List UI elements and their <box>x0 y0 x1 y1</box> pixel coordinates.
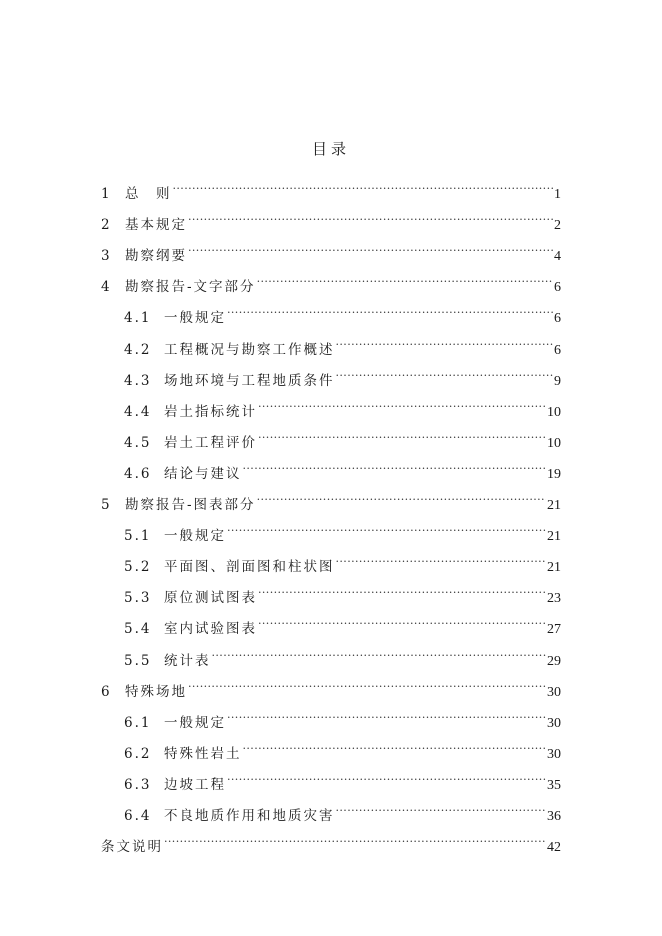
toc-entry-page-number: 35 <box>547 777 561 793</box>
toc-dot-leader <box>243 732 547 758</box>
toc-entry-title: 一般规定 <box>164 714 226 731</box>
toc-dot-leader <box>336 359 554 385</box>
toc-dot-leader <box>257 265 553 291</box>
toc-dot-leader <box>227 763 546 789</box>
toc-entry-number: 4.2 <box>124 341 152 358</box>
toc-entry[interactable] <box>124 732 561 762</box>
toc-entry-number: 6.2 <box>124 745 152 762</box>
toc-entry-title: 结论与建议 <box>164 465 242 482</box>
toc-entry-title: 平面图、剖面图和柱状图 <box>164 559 335 576</box>
toc-entry-title: 条文说明 <box>101 839 163 856</box>
toc-dot-leader <box>227 701 546 727</box>
toc-entry-title: 不良地质作用和地质灾害 <box>164 808 335 824</box>
toc-entry[interactable] <box>124 514 561 545</box>
toc-entry-page-number: 6 <box>554 311 561 327</box>
toc-entry-title: 岩土工程评价 <box>164 434 257 451</box>
toc-dot-leader <box>258 607 546 633</box>
toc-entry[interactable] <box>101 825 561 856</box>
toc-entry-page-number: 21 <box>547 498 561 513</box>
toc-entry-title: 基本规定 <box>125 217 187 234</box>
toc-dot-leader <box>258 421 546 447</box>
toc-entry-number: 5 <box>101 497 110 513</box>
toc-dot-leader <box>258 390 546 416</box>
toc-entry[interactable] <box>124 576 561 607</box>
toc-dot-leader <box>188 234 553 260</box>
toc-dot-leader <box>212 639 547 665</box>
toc-entry[interactable] <box>124 639 561 669</box>
toc-dot-leader <box>188 203 553 229</box>
toc-entry-title: 室内试验图表 <box>164 621 257 638</box>
toc-entry-page-number: 10 <box>547 435 561 451</box>
toc-entry[interactable] <box>101 483 561 513</box>
toc-entry[interactable] <box>124 390 561 420</box>
toc-entry-title: 场地环境与工程地质条件 <box>164 372 335 389</box>
toc-entry-number: 3 <box>101 248 110 265</box>
toc-entry[interactable] <box>124 794 561 824</box>
toc-entry-page-number: 36 <box>547 809 561 824</box>
toc-dot-leader <box>336 545 547 571</box>
toc-entry-page-number: 2 <box>554 218 561 234</box>
toc-entry-title: 勘察报告-图表部分 <box>125 497 256 513</box>
toc-entry-title: 一般规定 <box>164 310 226 327</box>
toc-entry-number: 5.3 <box>124 590 152 607</box>
toc-entry[interactable] <box>101 234 561 265</box>
toc-entry[interactable] <box>124 545 561 576</box>
toc-entry-title: 特殊性岩土 <box>164 745 242 762</box>
toc-entry[interactable] <box>124 701 561 731</box>
toc-entry-title: 原位测试图表 <box>164 590 257 607</box>
toc-entry[interactable] <box>124 328 561 358</box>
toc-entry-title: 岩土指标统计 <box>164 403 257 420</box>
toc-entry-page-number: 29 <box>547 653 561 669</box>
toc-entry-number: 6.3 <box>124 776 152 793</box>
toc-entry-number: 4.1 <box>124 310 152 327</box>
toc-entry-number: 6.1 <box>124 714 152 731</box>
toc-entry-number: 4.4 <box>124 403 152 420</box>
toc-entry[interactable] <box>124 421 561 451</box>
toc-dot-leader <box>336 328 554 354</box>
toc-entry[interactable] <box>101 172 561 202</box>
toc-entry-title: 一般规定 <box>164 528 226 545</box>
toc-entry-number: 4.6 <box>124 465 152 482</box>
toc-entry-page-number: 6 <box>554 342 561 358</box>
toc-entry-title: 特殊场地 <box>125 683 187 700</box>
toc-dot-leader <box>257 483 546 509</box>
toc-entry-number: 6 <box>101 683 110 700</box>
toc-dot-leader <box>243 452 547 478</box>
toc-entry-page-number: 27 <box>547 622 561 638</box>
toc-entry-page-number: 19 <box>547 466 561 482</box>
toc-entry[interactable] <box>101 670 561 700</box>
toc-entry-page-number: 1 <box>554 187 561 202</box>
toc-entry-number: 5.4 <box>124 621 152 638</box>
toc-entry-page-number: 42 <box>547 840 561 856</box>
toc-entry-number: 4.5 <box>124 434 152 451</box>
toc-entry-number: 2 <box>101 217 110 234</box>
toc-entry-page-number: 6 <box>554 280 561 296</box>
toc-entry-page-number: 30 <box>547 746 561 762</box>
toc-entry-number: 5.2 <box>124 559 152 576</box>
toc-entry[interactable] <box>101 203 561 234</box>
toc-entry[interactable] <box>101 265 561 296</box>
toc-entry-page-number: 4 <box>554 249 561 265</box>
toc-dot-leader <box>188 670 546 696</box>
toc-entry-page-number: 21 <box>547 560 561 576</box>
toc-dot-leader <box>227 514 546 540</box>
toc-entry-number: 5.5 <box>124 652 152 669</box>
toc-dot-leader <box>164 825 546 851</box>
toc-entry-title: 工程概况与勘察工作概述 <box>164 341 335 358</box>
toc-entry[interactable] <box>124 763 561 793</box>
toc-entry-page-number: 30 <box>547 684 561 700</box>
toc-entry-page-number: 21 <box>547 529 561 545</box>
toc-entry-number: 6.4 <box>124 808 152 824</box>
toc-entry-title: 统计表 <box>164 652 211 669</box>
toc-entry-page-number: 9 <box>554 373 561 389</box>
page-title: 目录 <box>311 140 350 158</box>
toc-entry[interactable] <box>124 452 561 482</box>
toc-entry[interactable] <box>124 296 561 327</box>
toc-entry-number: 1 <box>101 186 110 202</box>
toc-dot-leader <box>336 794 547 820</box>
toc-entry-number: 4 <box>101 279 110 296</box>
toc-entry-page-number: 23 <box>547 591 561 607</box>
toc-entry-page-number: 30 <box>547 715 561 731</box>
toc-entry-page-number: 10 <box>547 404 561 420</box>
toc-entry-number: 5.1 <box>124 528 152 545</box>
toc-entry-title: 勘察纲要 <box>125 248 187 265</box>
toc-entry-title: 勘察报告-文字部分 <box>125 279 256 296</box>
toc-dot-leader <box>258 576 546 602</box>
toc-dot-leader <box>173 172 554 198</box>
toc-dot-leader <box>227 296 553 322</box>
toc-entry-number: 4.3 <box>124 372 152 389</box>
toc-entry-title: 边坡工程 <box>164 776 226 793</box>
toc-entry[interactable] <box>124 359 561 389</box>
toc-entry[interactable] <box>124 607 561 638</box>
toc-entry-title: 总 则 <box>125 186 172 202</box>
